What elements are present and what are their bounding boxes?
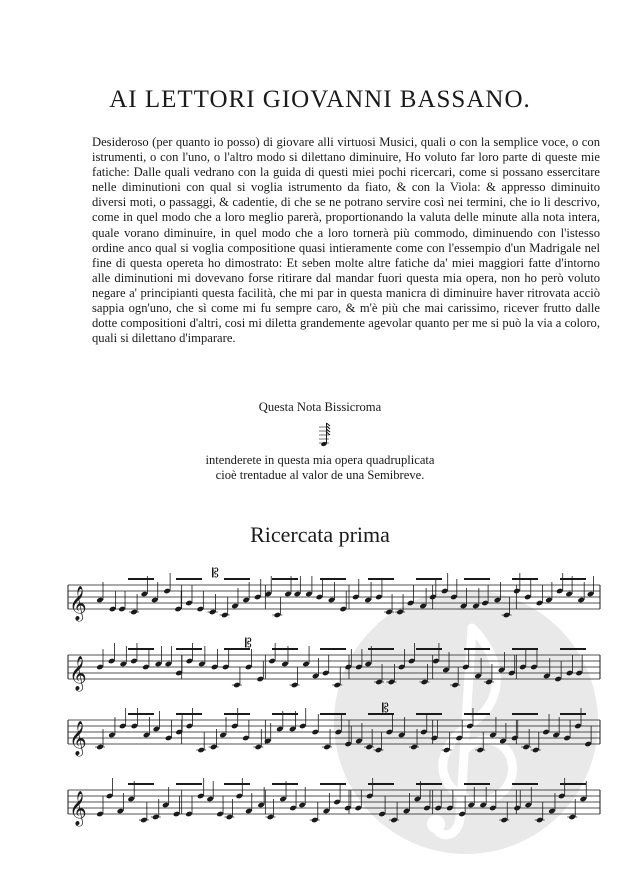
preface-line: ricercari, come si possano essercitare nelle diminutioni con qual si voglia istrumento da	[92, 165, 601, 195]
treble-clef-icon: 𝄞	[69, 791, 87, 826]
preface-text	[92, 135, 600, 346]
treble-clef-icon: 𝄞	[69, 656, 87, 691]
preface-line: che mai carissimo, ricever frutto dalle dotte compositioni d'altri, cosi mi diletta	[92, 301, 600, 331]
preface-line: diminuire haver ritrovata acciò sappia ogn'uno, che sì come mi fu sempre caro, & m'è più	[92, 285, 600, 316]
c-clef-icon: 𝄡	[245, 636, 252, 650]
note-label: Questa Nota Bissicroma	[258, 400, 382, 414]
note-description-line: intenderete in questa mia opera quadruplicata	[205, 453, 435, 467]
preface-line: parerà, proportionando la valuta delle minute alla nota intera, quale vorano diminuire, in	[92, 210, 600, 240]
bissicroma-note-icon	[316, 419, 332, 451]
preface-line: quel modo che a loro tornerà più commodo, diminuendo con l'istesso ordine anco qual si	[92, 225, 600, 255]
c-clef-icon: 𝄡	[212, 566, 219, 580]
preface-line: grandemente agevolar quanto per me si può la via a coloro, quali si dilettano d'imparare.	[92, 316, 600, 346]
c-clef-icon: 𝄡	[382, 701, 389, 715]
preface-line: voce, o con istrumenti, o con l'uno, o l'altro modo si dilettano diminuire, Ho voluto far	[92, 135, 600, 165]
treble-clef-icon: 𝄞	[69, 586, 87, 621]
piece-title: Ricercata prima	[250, 522, 390, 547]
music-staff	[0, 760, 640, 855]
preface-line: fiato, & con la Viola: & appresso diminuito diversi moti, o passaggi, & cadentie, di che se	[92, 180, 600, 210]
preface-line: questa opereta ho dimostrato: Et seben molte altre fatiche da' miei maggiori fatte	[130, 255, 551, 270]
preface-line: d'intorno alle diminutioni mi dovevano forse ritirare dal mandar fuori questa mia opera,	[92, 255, 600, 285]
note-description-line: cioè trentadue al valor de una Semibreve.	[215, 468, 425, 482]
preface-line: loro parte di queste mie fatiche: Dalle quali vedrano con la guida di questi miei pochi	[92, 150, 600, 180]
treble-clef-icon: 𝄞	[69, 721, 87, 756]
preface-line: voglia compositione quasi intieramente come con l'essempio d'un Madrigale nel fine di	[92, 240, 600, 270]
preface-line: Desideroso (per quanto io posso) di giovare alli virtuosi Musici, quali o con la semplice	[92, 135, 539, 149]
preface-line: non ho però voluto negare a' principianti questa facilità, che mi par in questa manicra di	[92, 270, 600, 300]
preface-line: ne potrano servire così nei termini, che io li descrivo, come in quel modo che a loro meglio	[92, 195, 600, 225]
page-title: AI LETTORI GIOVANNI BASSANO.	[109, 86, 531, 113]
note-description	[0, 453, 640, 483]
